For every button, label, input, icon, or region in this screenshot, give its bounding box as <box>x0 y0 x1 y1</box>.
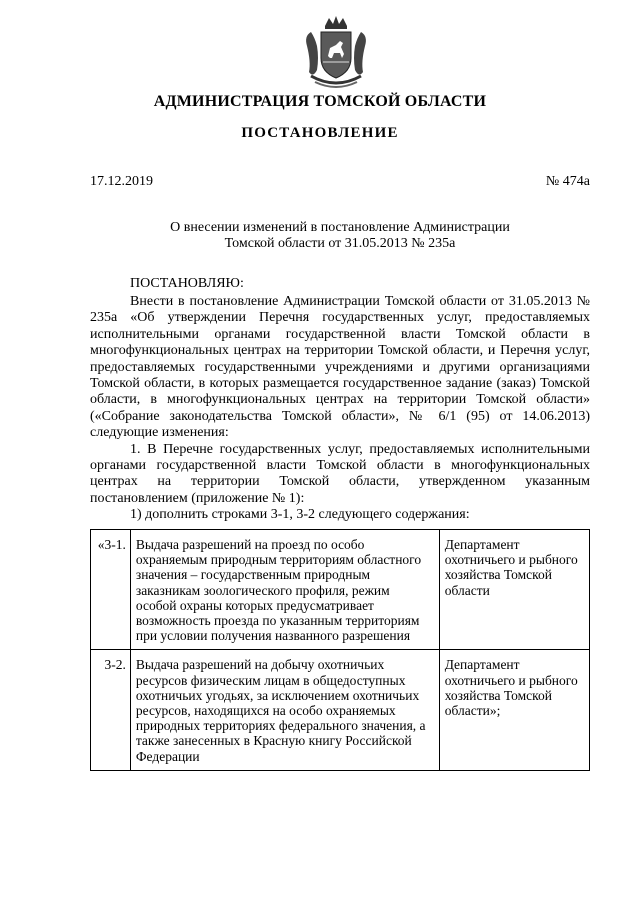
service-description: Выдача разрешений на добычу охотничьих ресурсов физическим лицам в общедоступных охотничьих угодьях, за исключением охотничьих ресурсов, находящихся на особо охраняемых природных территориях федерального значения, а также занесенных в Красную книгу Российской Федерации <box>130 650 439 770</box>
services-table <box>90 529 590 771</box>
intro-paragraph: Внести в постановление Администрации Томской области от 31.05.2013 № 235а «Об утверждении Перечня государственных услуг, предоставляемых исполнительными органами государственной власти Томской области в многофункциональных центрах на территории Томской области, и Перечня услуг, предоставляемых государственными учреждениями и другими организациями Томской области, в которых размещается государственное задание (заказ) Томской области, в многофункциональных центрах на территории Томской области» («Собрание законодательства Томской области», № 6/1 (95) от 14.06.2013) следующие изменения: <box>90 294 590 441</box>
document-subject: О внесении изменений в постановление Администрации Томской области от 31.05.2013 № 235а <box>170 220 510 251</box>
document-date: 17.12.2019 <box>90 174 153 189</box>
service-description: Выдача разрешений на проезд по особо охраняемым природным территориям областного значения – государственным природным заказникам зоологического профиля, режим особой охраны которых предусматривает возможность проезда по указанным территориям при условии получения названного разрешения <box>130 530 439 650</box>
table-row <box>91 530 590 650</box>
row-number: 3-2. <box>91 650 131 770</box>
department-name: Департамент охотничьего и рыбного хозяйства Томской области <box>439 530 589 650</box>
table-row <box>91 650 590 770</box>
item-1-paragraph: 1. В Перечне государственных услуг, предоставляемых исполнительными органами государственной власти Томской области в многофункциональных центрах на территории Томской области, утвержденном указанным постановлением (приложение № 1): <box>90 441 590 506</box>
organization-title: АДМИНИСТРАЦИЯ ТОМСКОЙ ОБЛАСТИ <box>153 93 487 110</box>
body-text <box>90 294 590 524</box>
department-name: Департамент охотничьего и рыбного хозяйства Томской области»; <box>439 650 589 770</box>
document-type: ПОСТАНОВЛЕНИЕ <box>241 125 399 141</box>
tomsk-oblast-coat-of-arms-icon <box>301 12 371 92</box>
decree-word: ПОСТАНОВЛЯЮ: <box>130 276 244 291</box>
row-number: «3-1. <box>91 530 131 650</box>
document-number: № 474а <box>545 174 590 189</box>
subitem-1-paragraph: 1) дополнить строками 3-1, 3-2 следующего содержания: <box>130 507 470 523</box>
